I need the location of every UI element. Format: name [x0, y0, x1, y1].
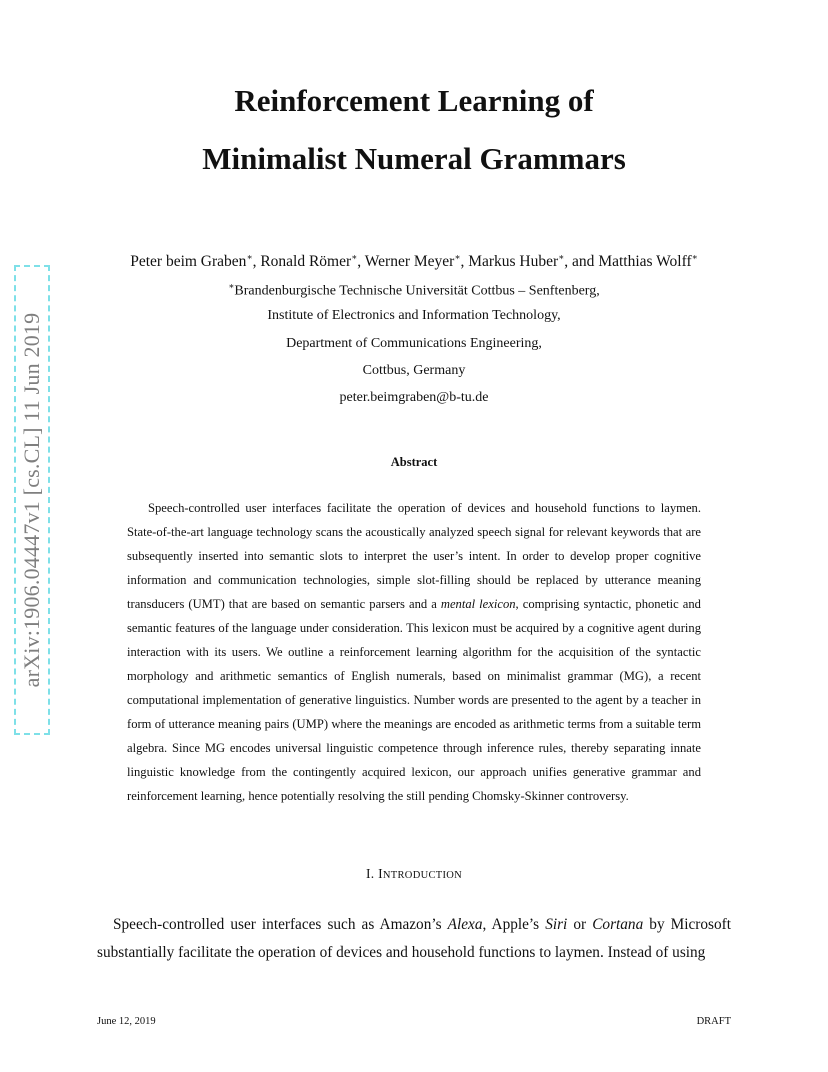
author-3: Werner Meyer [364, 253, 455, 271]
abstract-heading: Abstract [390, 455, 438, 469]
footer-date: June 12, 2019 [97, 1016, 156, 1027]
section-heading-introduction: I. INTRODUCTION [365, 866, 463, 881]
author-5: Matthias Wolff [598, 253, 692, 271]
author-list: Peter beim Graben∗, Ronald Römer∗, Werner Meyer∗, Markus Huber∗, and Matthias Wolff∗ [130, 252, 698, 271]
author-email: peter.beimgraben@b-tu.de [339, 390, 489, 405]
abstract-body: Speech-controlled user interfaces facilitate the operation of devices and household functions to laymen. State-of-the-art language technology scans the acoustically analyzed speech signal for relevant keywords that are subsequently inserted into semantic slots to interpret the user’s intent. In order to develop proper cognitive information and communication technologies, simple slot-filling should be replaced by utterance meaning transducers (UMT) that are based on semantic parsers and a mental lexicon, comprising syntactic, phonetic and semantic features of the language under consideration. This lexicon must be acquired by a cognitive agent during interaction with its users. We outline a reinforcement learning algorithm for the acquisition of the syntactic morphology and arithmetic semantics of English numerals, based on minimalist grammar (MG), a recent computational implementation of generative linguistics. Number words are presented to the agent by a teacher in form of utterance meaning pairs (UMP) where the meanings are encoded as arithmetic terms from a suitable term algebra. Since MG encodes universal linguistic competence through inference rules, thereby separating innate linguistic knowledge from the contingently acquired lexicon, our approach unifies generative grammar and reinforcement learning, hence potentially resolving the still pending Chomsky-Skinner controversy. [127, 501, 701, 803]
affiliation-line-4: Cottbus, Germany [362, 363, 466, 378]
paper-title-line-1: Reinforcement Learning of [234, 83, 594, 118]
intro-paragraph: Speech-controlled user interfaces such as Amazon’s Alexa, Apple’s Siri or Cortana by Microsoft substantially facilitate the operation of devices and household functions to laymen. Instead of using [97, 916, 731, 961]
affiliation-line-1: ∗Brandenburgische Technische Universität Cottbus – Senftenberg, [228, 281, 600, 299]
affiliation-line-3: Department of Communications Engineering, [286, 336, 542, 351]
author-1: Peter beim Graben [130, 253, 247, 271]
affiliation-line-2: Institute of Electronics and Information Technology, [267, 308, 561, 323]
author-2: Ronald Römer [260, 253, 352, 271]
author-4: Markus Huber [468, 253, 559, 271]
footer-status: DRAFT [696, 1016, 731, 1027]
abstract-italic-term: mental lexicon [440, 597, 516, 611]
paper-title-line-2: Minimalist Numeral Grammars [202, 141, 626, 176]
arxiv-stamp-text: arXiv:1906.04447v1 [cs.CL] 11 Jun 2019 [19, 312, 44, 688]
